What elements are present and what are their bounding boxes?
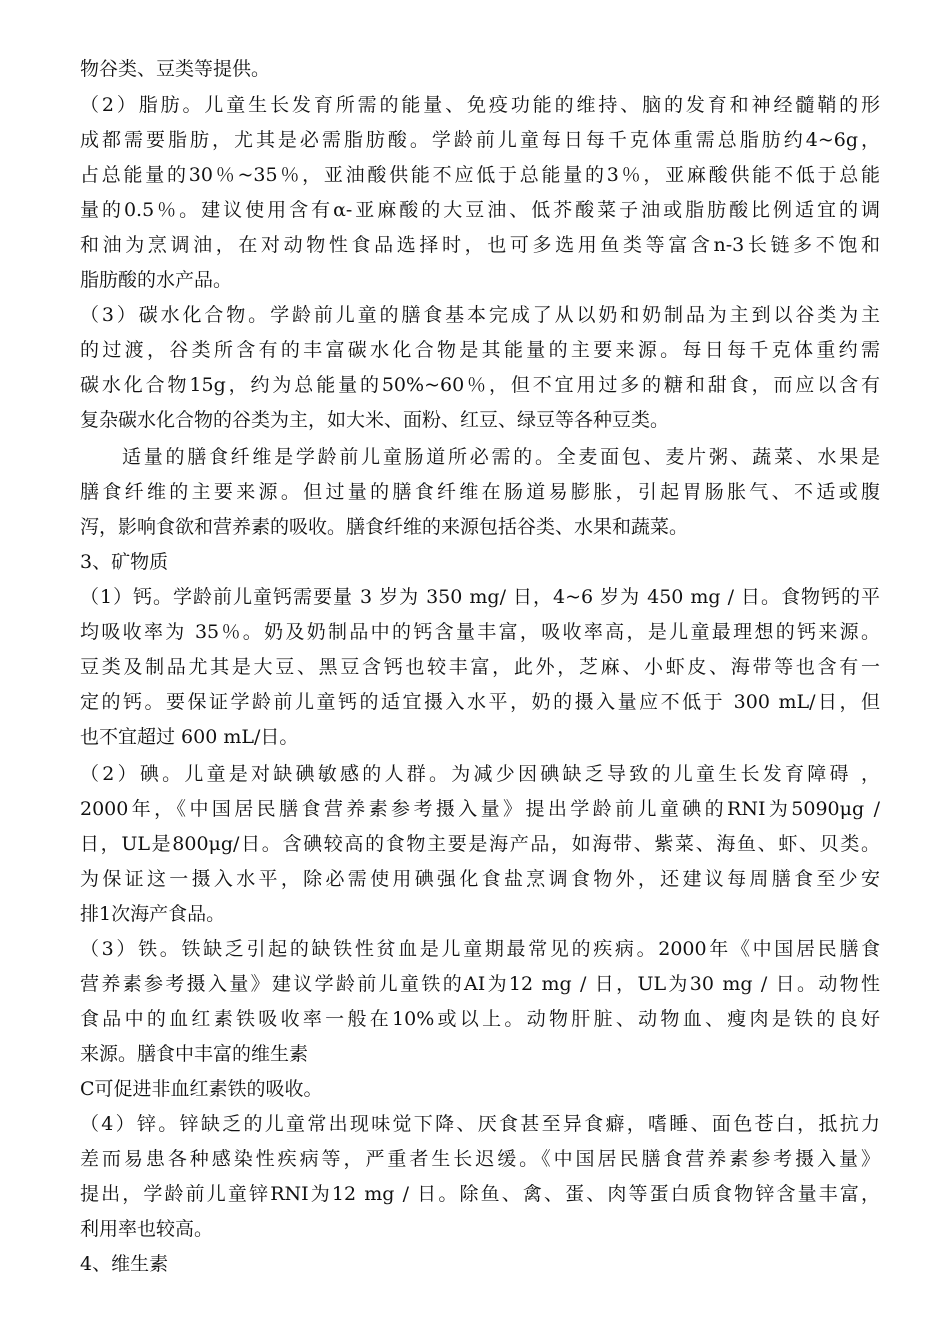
text-line: （2）脂肪。儿童生长发育所需的能量、免疫功能的维持、脑的发育和神经髓鞘的形 [80,94,880,116]
text-line: 碳水化合物15g，约为总能量的50%~60％，但不宜用过多的糖和甜食，而应以含有 [80,374,880,396]
section-heading: 4、维生素 [80,1253,169,1275]
text-line: 豆类及制品尤其是大豆、黑豆含钙也较丰富，此外，芝麻、小虾皮、海带等也含有一 [80,656,880,678]
text-line: 和油为烹调油，在对动物性食品选择时，也可多选用鱼类等富含n-3长链多不饱和 [80,234,880,256]
text-line: 成都需要脂肪，尤其是必需脂肪酸。学龄前儿童每日每千克体重需总脂肪约4~6g， [80,129,880,151]
text-line: 量的0.5％。建议使用含有α-亚麻酸的大豆油、低芥酸菜子油或脂肪酸比例适宜的调 [80,199,880,221]
text-line: C可促进非血红素铁的吸收。 [80,1078,323,1100]
text-line: （3）铁。铁缺乏引起的缺铁性贫血是儿童期最常见的疾病。2000年《中国居民膳食 [80,938,880,960]
text-line: 食品中的血红素铁吸收率一般在10%或以上。动物肝脏、动物血、瘦肉是铁的良好 [80,1008,880,1030]
text-line: （2）碘。儿童是对缺碘敏感的人群。为减少因碘缺乏导致的儿童生长发育障碍 ， [80,763,880,785]
text-line: 营养素参考摄入量》建议学龄前儿童铁的AI为12 mg / 日，UL为30 mg / 日。动物性 [80,973,880,995]
section-heading: 3、矿物质 [80,551,169,573]
text-line: 膳食纤维的主要来源。但过量的膳食纤维在肠道易膨胀，引起胃肠胀气、不适或腹 [80,481,880,503]
text-line: 物谷类、豆类等提供。 [80,58,271,80]
text-line: 占总能量的30％~35％，亚油酸供能不应低于总能量的3％，亚麻酸供能不低于总能 [80,164,880,186]
text-line: 脂肪酸的水产品。 [80,269,233,291]
text-line: 利用率也较高。 [80,1218,214,1240]
text-line: 定的钙。要保证学龄前儿童钙的适宜摄入水平，奶的摄入量应不低于 300 mL/日，但 [80,691,880,713]
text-line: 日，UL是800μg/日。含碘较高的食物主要是海产品，如海带、紫菜、海鱼、虾、贝类。 [80,833,880,855]
text-line: 为保证这一摄入水平，除必需使用碘强化食盐烹调食物外，还建议每周膳食至少安 [80,868,880,890]
text-line: 适量的膳食纤维是学龄前儿童肠道所必需的。全麦面包、麦片粥、蔬菜、水果是 [122,446,880,468]
text-line: 2000年，《中国居民膳食营养素参考摄入量》提出学龄前儿童碘的RNI为5090μg / [80,798,880,820]
text-line: （1）钙。学龄前儿童钙需要量 3 岁为 350 mg/ 日，4~6 岁为 450 mg / 日。食物钙的平 [80,586,880,608]
text-line: 复杂碳水化合物的谷类为主，如大米、面粉、红豆、绿豆等各种豆类。 [80,409,670,431]
text-line: 来源。膳食中丰富的维生素 [80,1043,309,1065]
text-line: 的过渡，谷类所含有的丰富碳水化合物是其能量的主要来源。每日每千克体重约需 [80,339,880,361]
text-line: 差而易患各种感染性疾病等，严重者生长迟缓。《中国居民膳食营养素参考摄入量》 [80,1148,880,1170]
text-line: 泻，影响食欲和营养素的吸收。膳食纤维的来源包括谷类、水果和蔬菜。 [80,516,689,538]
text-line: （3）碳水化合物。学龄前儿童的膳食基本完成了从以奶和奶制品为主到以谷类为主 [80,304,880,326]
text-line: 也不宜超过 600 mL/日。 [80,726,299,748]
text-line: （4）锌。锌缺乏的儿童常出现味觉下降、厌食甚至异食癖，嗜睡、面色苍白，抵抗力 [80,1113,880,1135]
text-line: 提出，学龄前儿童锌RNI为12 mg / 日。除鱼、禽、蛋、肉等蛋白质食物锌含量丰富， [80,1183,880,1205]
text-line: 排1次海产食品。 [80,903,226,925]
text-line: 均吸收率为 35％。奶及奶制品中的钙含量丰富，吸收率高，是儿童最理想的钙来源。 [80,621,880,643]
